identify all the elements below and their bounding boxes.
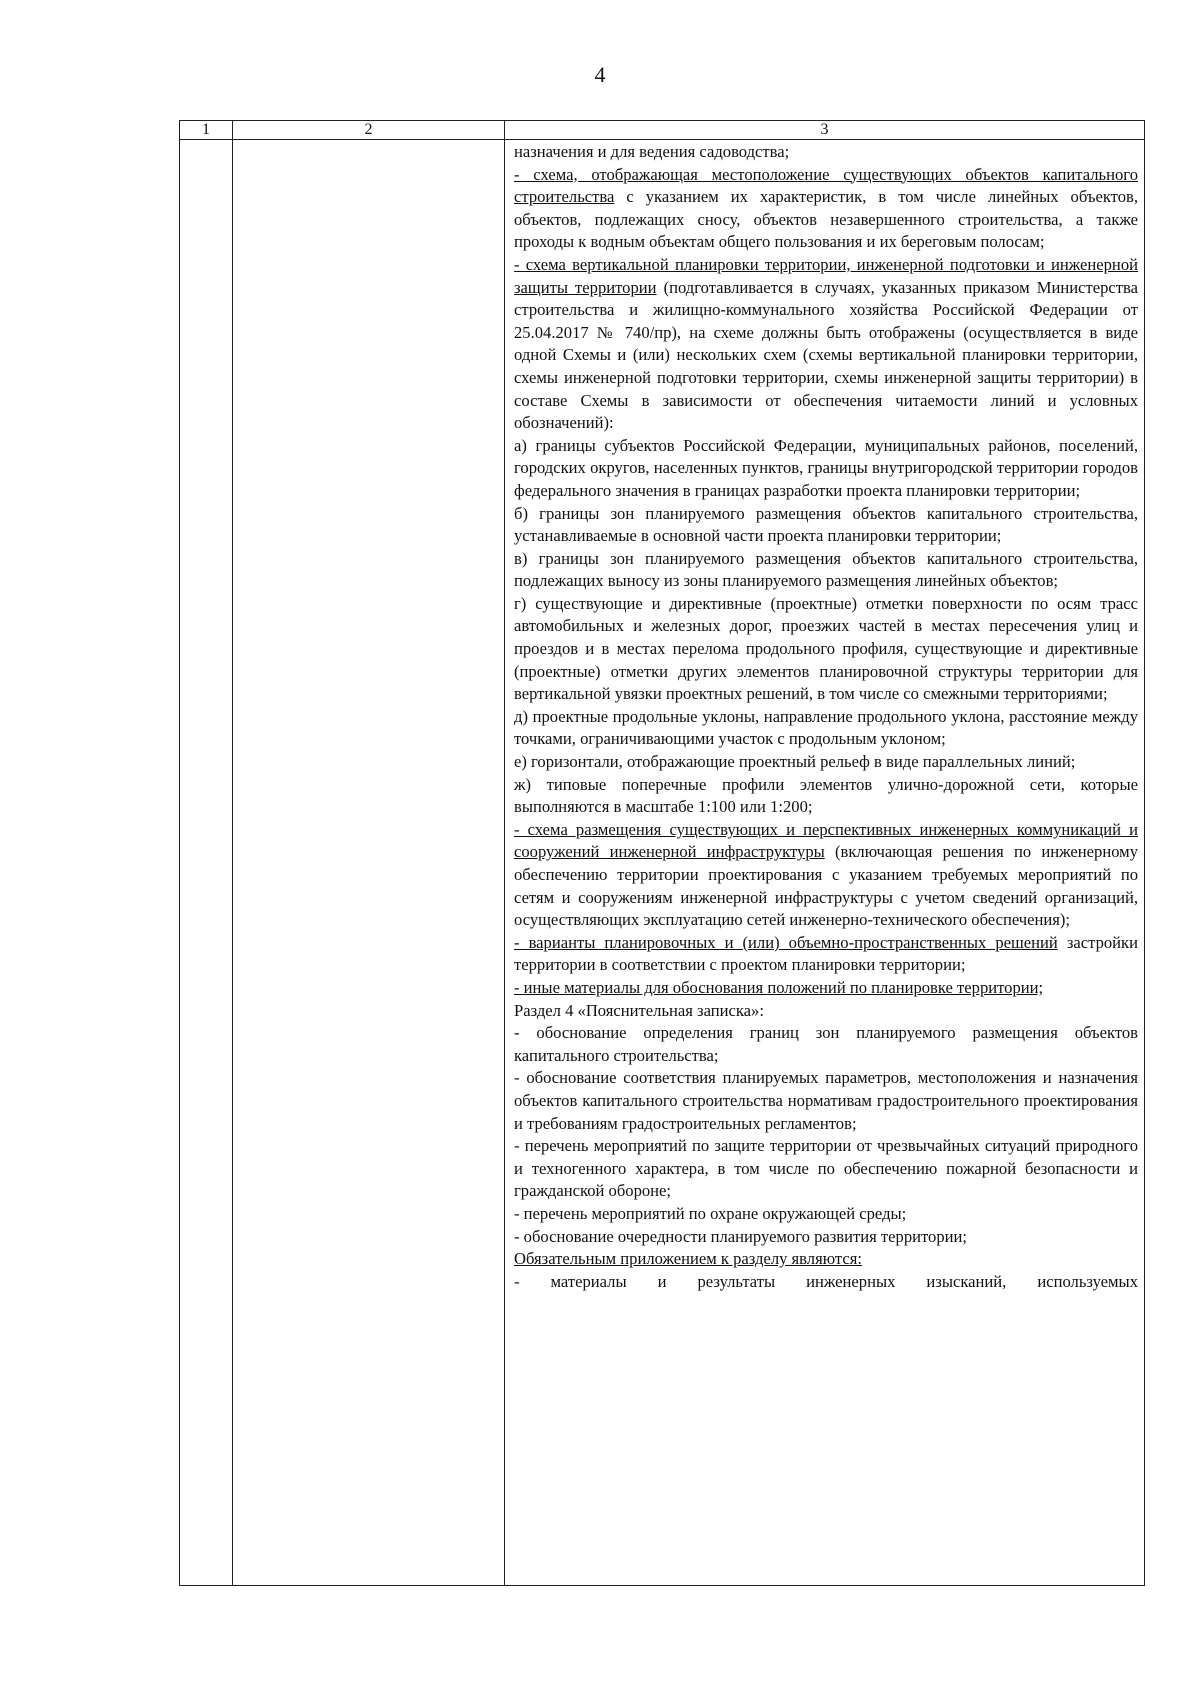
paragraph-text: д) проектные продольные уклоны, направление продольного уклона, расстояние между точками, ограничивающими участок с продольным уклоном; (514, 706, 1138, 749)
cell-column-3 (505, 140, 1145, 1586)
cell-column-1 (180, 140, 233, 1586)
paragraph (514, 1226, 1138, 1249)
table-header-row (180, 121, 1145, 140)
paragraph-text: - перечень мероприятий по защите территории от чрезвычайных ситуаций природного и техногенного характера, в том числе по обеспечению пожарной безопасности и гражданской обороне; (514, 1136, 1138, 1201)
paragraph (514, 1000, 1138, 1023)
cell-column-2 (233, 140, 505, 1586)
page-number: 4 (594, 62, 606, 87)
underlined-heading: Обязательным приложением к разделу являются: (514, 1249, 862, 1269)
paragraph (514, 1203, 1138, 1226)
paragraph (514, 164, 1138, 254)
paragraph-text: - обоснование очередности планируемого развития территории; (514, 1226, 967, 1246)
paragraph (514, 932, 1138, 977)
paragraph-text: - материалы и результаты инженерных изысканий, используемых (514, 1271, 1138, 1291)
underlined-heading: - схема размещения существующих и перспективных инженерных коммуникаций и сооружений инженерной инфраструктуры (514, 819, 1138, 862)
paragraph-text: (включающая решения по инженерному обеспечению территории проектирования с указанием требуемых мероприятий по сетям и сооружениям инженерной инфраструктуры с учетом сведений организаций, осуществляющих эксплуатацию сетей инженерно-технического обеспечения); (514, 842, 1138, 930)
underlined-heading: - варианты планировочных и (или) объемно-пространственных решений (514, 932, 1058, 952)
paragraph-text: с указанием их характеристик, в том числе линейных объектов, объектов, подлежащих сносу, объектов незавершенного строительства, а также проходы к водным объектам общего пользования и их береговым полосам; (514, 187, 1138, 252)
paragraph-text: - обоснование соответствия планируемых параметров, местоположения и назначения объектов капитального строительства нормативам градостроительного проектирования и требованиям градостроительных регламентов; (514, 1068, 1138, 1133)
column-header-1: 1 (180, 121, 233, 140)
paragraph-text: г) существующие и директивные (проектные) отметки поверхности по осям трасс автомобильных и железных дорог, проезжих частей в местах пересечения улиц и проездов и в местах перелома продольного профиля, существующие и директивные (проектные) отметки других элементов планировочной структуры территории для вертикальной увязки проектных решений, в том числе со смежными территориями; (514, 593, 1138, 704)
underlined-heading: - схема, отображающая местоположение существующих объектов капитального строительства (514, 164, 1138, 207)
paragraph (514, 1022, 1138, 1067)
paragraph-text: в) границы зон планируемого размещения объектов капитального строительства, подлежащих выносу из зоны планируемого размещения линейных объектов; (514, 548, 1138, 591)
paragraph (514, 1271, 1138, 1294)
paragraph-text: назначения и для ведения садоводства; (514, 142, 790, 161)
paragraph (514, 503, 1138, 548)
content-table (179, 120, 1145, 1586)
paragraph-text: - перечень мероприятий по охране окружающей среды; (514, 1203, 907, 1223)
paragraph-text: Раздел 4 «Пояснительная записка»: (514, 1000, 764, 1020)
paragraph (514, 751, 1138, 774)
table-body-row (180, 140, 1145, 1586)
paragraph-list (505, 140, 1144, 1293)
underlined-heading: - иные материалы для обоснования положений по планировке территории; (514, 977, 1044, 997)
paragraph (514, 819, 1138, 932)
paragraph-text: е) горизонтали, отображающие проектный рельеф в виде параллельных линий; (514, 752, 1076, 772)
paragraph-text: б) границы зон планируемого размещения объектов капитального строительства, устанавливаемые в основной части проекта планировки территории; (514, 503, 1138, 546)
column-header-3: 3 (505, 121, 1145, 140)
paragraph (514, 1248, 1138, 1271)
paragraph (514, 254, 1138, 435)
paragraph (514, 1067, 1138, 1135)
paragraph (514, 593, 1138, 706)
paragraph-text: застройки территории в соответствии с проектом планировки территории; (514, 932, 1138, 975)
paragraph (514, 706, 1138, 751)
paragraph-text: а) границы субъектов Российской Федерации, муниципальных районов, поселений, городских округов, населенных пунктов, границы внутригородской территории городов федерального значения в границах разработки проекта планировки территории; (514, 435, 1138, 500)
paragraph (514, 548, 1138, 593)
underlined-heading: - схема вертикальной планировки территории, инженерной подготовки и инженерной защиты территории (514, 254, 1138, 297)
paragraph (514, 435, 1138, 503)
paragraph-text: ж) типовые поперечные профили элементов улично-дорожной сети, которые выполняются в масштабе 1:100 или 1:200; (514, 774, 1138, 817)
column-header-2: 2 (233, 121, 505, 140)
paragraph (514, 977, 1138, 1000)
paragraph (514, 1135, 1138, 1203)
paragraph-text: (подготавливается в случаях, указанных приказом Министерства строительства и жилищно-коммунального хозяйства Российской Федерации от 25.04.2017 № 740/пр), на схеме должны быть отображены (осуществляется в виде одной Схемы и (или) нескольких схем (схемы вертикальной планировки территории, схемы инженерной подготовки территории, схемы инженерной защиты территории) в составе Схемы в зависимости от обеспечения читаемости линий и условных обозначений): (514, 277, 1138, 433)
paragraph (514, 774, 1138, 819)
paragraph-text: - обоснование определения границ зон планируемого размещения объектов капитального строительства; (514, 1023, 1138, 1065)
paragraph (514, 141, 1138, 164)
